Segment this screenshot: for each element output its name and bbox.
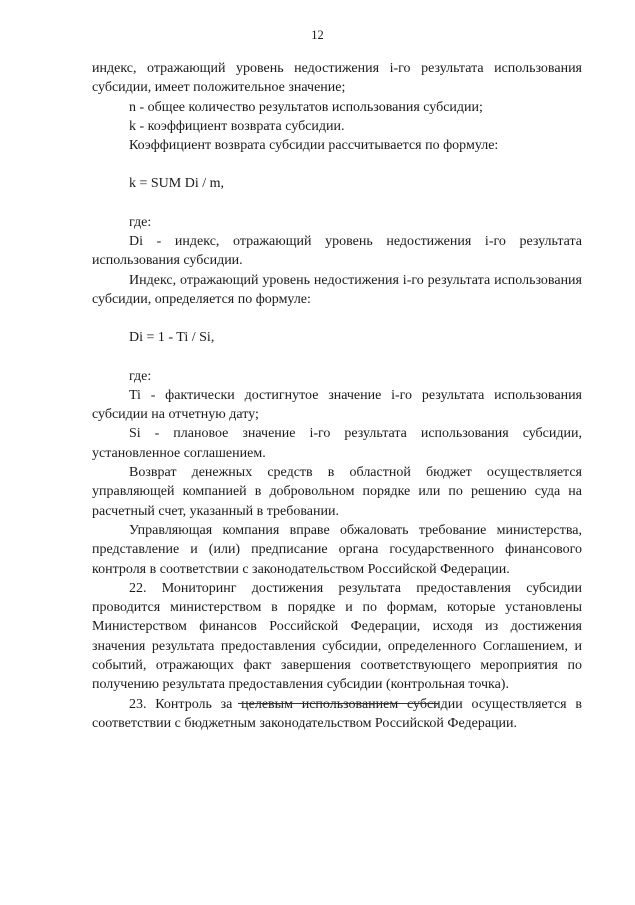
- paragraph-where-2: где:: [129, 368, 152, 384]
- paragraph-refund: Возврат денежных средств в областной бюджет осуществляется управляющей компанией в добровольном порядке или по решению суда на расчетный счет, указанный в требовании.: [92, 465, 582, 519]
- paragraph-where-1: где:: [129, 214, 152, 230]
- paragraph-n-definition: n - общее количество результатов использования субсидии;: [129, 99, 483, 115]
- paragraph-si-definition: Si - плановое значение i-го результата использования субсидии, установленное соглашением.: [92, 426, 582, 461]
- end-divider: [238, 703, 438, 704]
- paragraph-index-continuation: индекс, отражающий уровень недостижения i-го результата использования субсидии, имеет положительное значение;: [92, 61, 582, 96]
- paragraph-monitoring: 22. Мониторинг достижения результата предоставления субсидии проводится министерством в порядке и по формам, которые установлены Министерством финансов Российской Федерации, исходя из достижения значения результата предоставления субсидии, определенного Соглашением, и событий, отражающих факт завершения соответствующего мероприятия по получению результата предоставления субсидии (контрольная точка).: [92, 580, 582, 693]
- paragraph-index-intro: Индекс, отражающий уровень недостижения i-го результата использования субсидии, определяется по формуле:: [92, 272, 582, 307]
- paragraph-control: 23. Контроль за целевым использованием субсидии осуществляется в соответствии с бюджетным законодательством Российской Федерации.: [92, 696, 582, 731]
- page-number: 12: [311, 28, 324, 42]
- formula-k: k = SUM Di / m,: [129, 176, 225, 192]
- paragraph-k-definition: k - коэффициент возврата субсидии.: [129, 118, 345, 134]
- paragraph-appeal: Управляющая компания вправе обжаловать требование министерства, представление и (или) предписание органа государственного финансового контроля в соответствии с законодательством Российской Федерации.: [92, 522, 582, 577]
- paragraph-coefficient-intro: Коэффициент возврата субсидии рассчитывается по формуле:: [129, 138, 499, 154]
- paragraph-di-definition: Di - индекс, отражающий уровень недостижения i-го результата использования субсидии.: [92, 234, 582, 269]
- formula-di: Di = 1 - Ti / Si,: [129, 330, 215, 346]
- paragraph-ti-definition: Ti - фактически достигнутое значение i-го результата использования субсидии на отчетную дату;: [92, 387, 582, 423]
- document-body: [92, 59, 582, 733]
